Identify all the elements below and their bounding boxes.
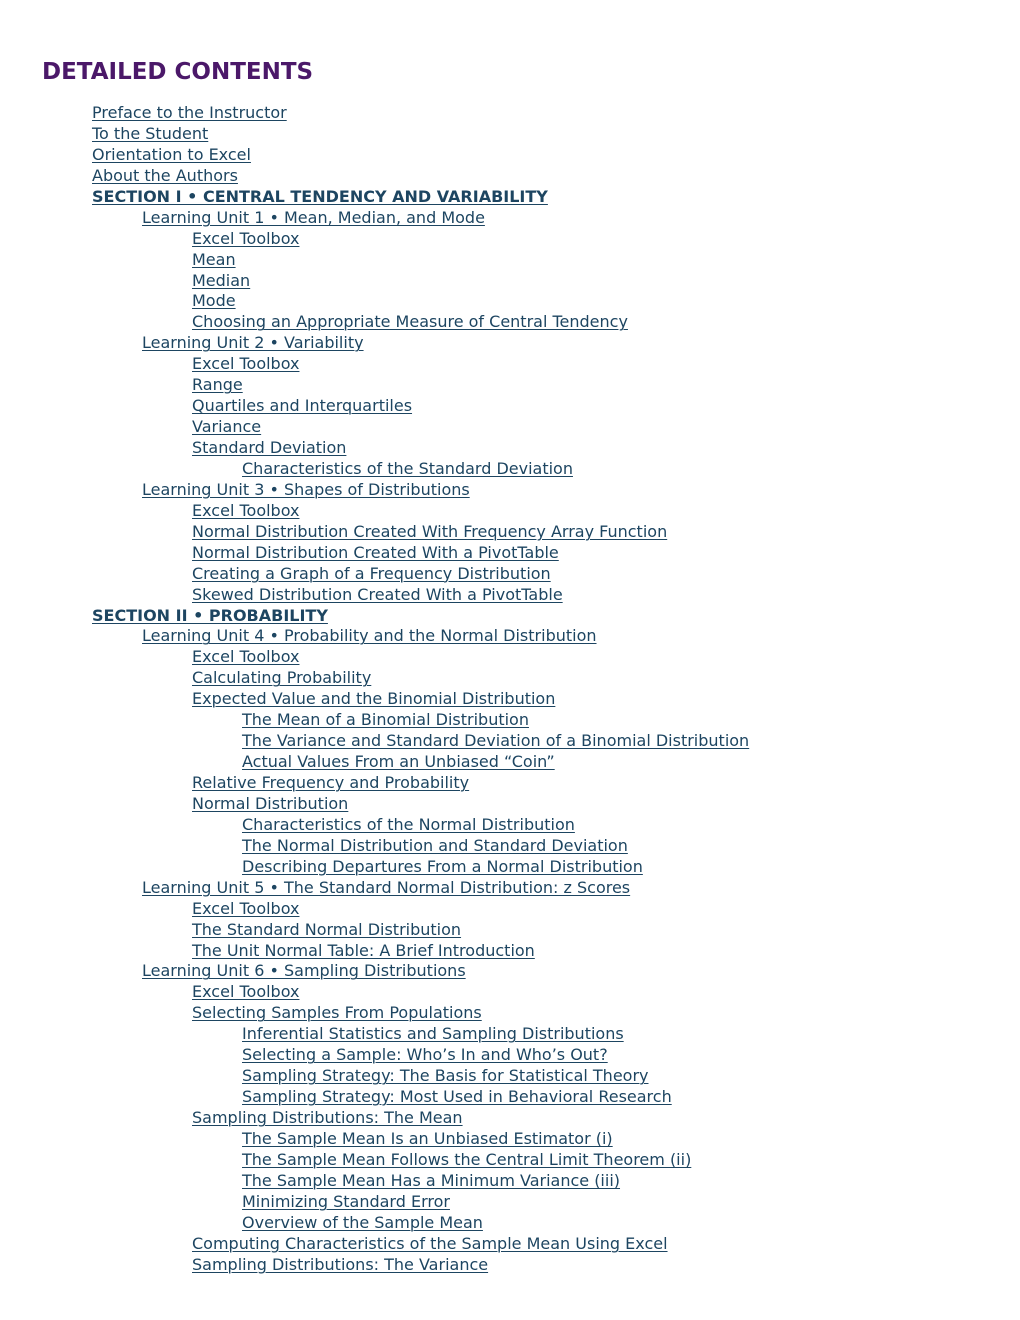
toc-topic-link[interactable]: The Unit Normal Table: A Brief Introduction xyxy=(192,940,535,960)
toc-subtopic-link[interactable]: The Sample Mean Is an Unbiased Estimator (i) xyxy=(242,1128,613,1148)
toc-unit-link[interactable]: Learning Unit 4 • Probability and the Normal Distribution xyxy=(142,626,597,646)
toc-front-link[interactable]: To the Student xyxy=(92,123,209,143)
toc-subtopic-link[interactable]: Sampling Strategy: Most Used in Behavioral Research xyxy=(242,1087,672,1107)
toc-unit-link[interactable]: Learning Unit 1 • Mean, Median, and Mode xyxy=(142,207,485,227)
table-of-contents xyxy=(0,103,749,1276)
toc-subtopic-link[interactable]: The Normal Distribution and Standard Deviation xyxy=(242,835,628,855)
toc-topic-link[interactable]: Skewed Distribution Created With a PivotTable xyxy=(192,584,563,604)
toc-subtopic-link[interactable]: Actual Values From an Unbiased “Coin” xyxy=(242,752,555,772)
toc-topic-link[interactable]: Sampling Distributions: The Variance xyxy=(192,1254,489,1274)
toc-topic-link[interactable]: Excel Toolbox xyxy=(192,500,300,520)
toc-unit-link[interactable]: Learning Unit 5 • The Standard Normal Distribution: z Scores xyxy=(142,877,631,897)
toc-front-link[interactable]: About the Authors xyxy=(92,165,238,185)
toc-subtopic-link[interactable]: The Mean of a Binomial Distribution xyxy=(242,710,529,730)
toc-section-link[interactable]: SECTION II • PROBABILITY xyxy=(92,605,328,625)
toc-topic-link[interactable]: Mean xyxy=(192,249,236,269)
toc-topic-link[interactable]: Quartiles and Interquartiles xyxy=(192,396,413,416)
toc-subtopic-link[interactable]: Selecting a Sample: Who’s In and Who’s Out? xyxy=(242,1045,608,1065)
toc-section-link[interactable]: SECTION I • CENTRAL TENDENCY AND VARIABILITY xyxy=(92,186,548,206)
toc-topic-link[interactable]: Excel Toolbox xyxy=(192,898,300,918)
toc-topic-link[interactable]: Creating a Graph of a Frequency Distribution xyxy=(192,563,551,583)
toc-subtopic-link[interactable]: Minimizing Standard Error xyxy=(242,1191,450,1211)
toc-unit-link[interactable]: Learning Unit 3 • Shapes of Distributions xyxy=(142,479,470,499)
toc-topic-link[interactable]: Expected Value and the Binomial Distribution xyxy=(192,689,556,709)
toc-topic-link[interactable]: Median xyxy=(192,270,251,290)
toc-topic-link[interactable]: Sampling Distributions: The Mean xyxy=(192,1108,463,1127)
toc-topic-link[interactable]: Normal Distribution Created With a PivotTable xyxy=(192,542,559,562)
toc-topic-link[interactable]: Computing Characteristics of the Sample Mean Using Excel xyxy=(192,1233,668,1253)
toc-topic-link[interactable]: Normal Distribution Created With Frequency Array Function xyxy=(192,521,668,541)
toc-subtopic-link[interactable]: Characteristics of the Normal Distribution xyxy=(242,814,575,834)
toc-subtopic-link[interactable]: The Sample Mean Has a Minimum Variance (iii) xyxy=(242,1170,621,1190)
toc-front-link[interactable]: Preface to the Instructor xyxy=(92,103,287,122)
toc-topic-link[interactable]: Mode xyxy=(192,291,236,311)
toc-subtopic-link[interactable]: Sampling Strategy: The Basis for Statistical Theory xyxy=(242,1066,649,1086)
toc-topic-link[interactable]: Range xyxy=(192,375,243,395)
toc-topic-link[interactable]: Excel Toolbox xyxy=(192,354,300,374)
toc-topic-link[interactable]: Standard Deviation xyxy=(192,438,347,457)
toc-topic-link[interactable]: The Standard Normal Distribution xyxy=(192,919,462,939)
toc-topic-link[interactable]: Relative Frequency and Probability xyxy=(192,773,470,792)
toc-unit-link[interactable]: Learning Unit 2 • Variability xyxy=(142,333,364,353)
toc-subtopic-link[interactable]: Inferential Statistics and Sampling Distributions xyxy=(242,1024,624,1044)
toc-subtopic-link[interactable]: Describing Departures From a Normal Distribution xyxy=(242,856,643,876)
toc-subtopic-link[interactable]: The Sample Mean Follows the Central Limit Theorem (ii) xyxy=(242,1149,692,1169)
toc-topic-link[interactable]: Normal Distribution xyxy=(192,793,349,813)
toc-unit-link[interactable]: Learning Unit 6 • Sampling Distributions xyxy=(142,961,466,981)
toc-front-link[interactable]: Orientation to Excel xyxy=(92,144,251,164)
toc-topic-link[interactable]: Variance xyxy=(192,417,262,437)
toc-subtopic-link[interactable]: The Variance and Standard Deviation of a Binomial Distribution xyxy=(242,731,750,751)
toc-topic-link[interactable]: Choosing an Appropriate Measure of Central Tendency xyxy=(192,312,628,332)
toc-subtopic-link[interactable]: Overview of the Sample Mean xyxy=(242,1212,483,1232)
toc-topic-link[interactable]: Calculating Probability xyxy=(192,668,372,688)
toc-subtopic-link[interactable]: Characteristics of the Standard Deviation xyxy=(242,458,573,478)
toc-topic-link[interactable]: Excel Toolbox xyxy=(192,647,300,667)
toc-topic-link[interactable]: Excel Toolbox xyxy=(192,228,300,248)
toc-topic-link[interactable]: Excel Toolbox xyxy=(192,982,300,1002)
page-title: DETAILED CONTENTS xyxy=(42,59,314,85)
toc-topic-link[interactable]: Selecting Samples From Populations xyxy=(192,1003,482,1023)
